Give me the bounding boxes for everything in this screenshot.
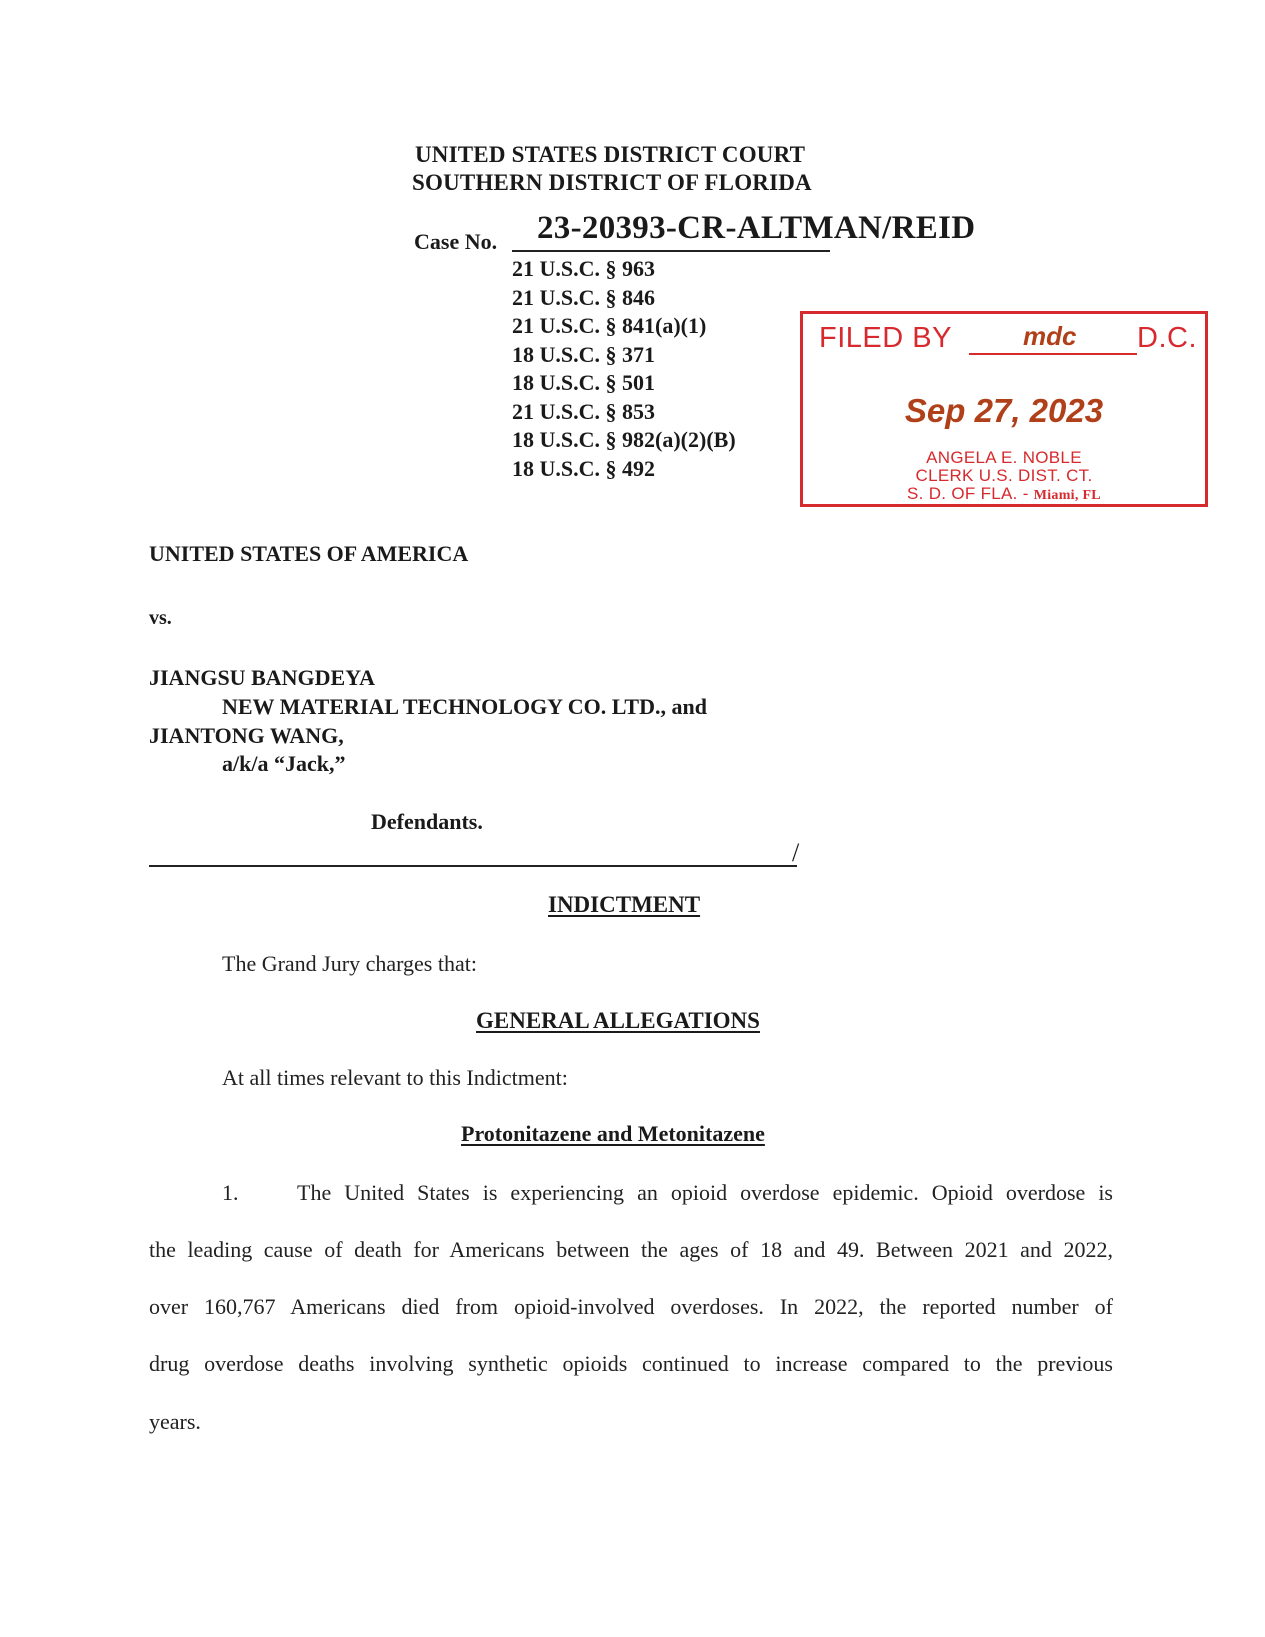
statute-item: 21 U.S.C. § 841(a)(1)	[512, 313, 707, 338]
stamp-district: S. D. OF FLA. -	[907, 484, 1029, 503]
grand-jury-text: The Grand Jury charges that:	[222, 951, 477, 976]
paragraph-line: the leading cause of death for Americans between the ages of 18 and 49. Between 2021 and 2022,	[149, 1237, 1113, 1262]
filed-stamp	[800, 311, 1208, 507]
general-allegations-heading: GENERAL ALLEGATIONS	[476, 1008, 760, 1033]
court-district: SOUTHERN DISTRICT OF FLORIDA	[412, 170, 812, 195]
caption-rule	[149, 865, 797, 867]
plaintiff: UNITED STATES OF AMERICA	[149, 541, 469, 566]
stamp-district-line	[803, 485, 1205, 504]
paragraph-line: drug overdose deaths involving synthetic opioids continued to increase compared to the previous	[149, 1351, 1113, 1376]
case-number-label: Case No.	[414, 229, 498, 254]
caption-slash: /	[792, 838, 800, 867]
statute-item: 18 U.S.C. § 371	[512, 341, 656, 367]
stamp-dc: D.C.	[1137, 322, 1197, 354]
statute-list	[512, 255, 736, 483]
versus: vs.	[149, 607, 172, 629]
statute-item: 18 U.S.C. § 982(a)(2)(B)	[512, 427, 736, 452]
statute-item: 21 U.S.C. § 846	[512, 284, 656, 310]
stamp-date: Sep 27, 2023	[904, 392, 1104, 429]
case-number-underline	[512, 250, 830, 252]
defendant-1-line-2: NEW MATERIAL TECHNOLOGY CO. LTD., and	[222, 694, 707, 719]
statute-item: 18 U.S.C. § 501	[512, 370, 656, 395]
stamp-initials: mdc	[1023, 321, 1077, 351]
defendant-2-alias: a/k/a “Jack,”	[222, 751, 346, 776]
statute-item: 18 U.S.C. § 492	[512, 455, 656, 481]
indictment-heading: INDICTMENT	[548, 892, 701, 917]
stamp-clerk-title: CLERK U.S. DIST. CT.	[915, 466, 1093, 485]
defendants-label: Defendants.	[371, 809, 483, 834]
paragraph-line: The United States is experiencing an opioid overdose epidemic. Opioid overdose is	[297, 1180, 1113, 1205]
statute-item: 21 U.S.C. § 963	[512, 256, 656, 281]
stamp-clerk-name: ANGELA E. NOBLE	[926, 448, 1082, 467]
relevant-times-text: At all times relevant to this Indictment:	[222, 1065, 568, 1090]
defendant-2-name: JIANTONG WANG,	[149, 723, 344, 748]
stamp-signature-line	[969, 353, 1137, 355]
statute-item: 21 U.S.C. § 853	[512, 398, 656, 424]
paragraph-line: over 160,767 Americans died from opioid-involved overdoses. In 2022, the reported number of	[149, 1294, 1113, 1319]
subsection-heading: Protonitazene and Metonitazene	[461, 1121, 765, 1146]
case-number: 23-20393-CR-ALTMAN/REID	[537, 210, 976, 246]
stamp-filed-by: FILED BY	[819, 322, 952, 354]
stamp-city: Miami, FL	[1033, 488, 1101, 503]
paragraph-number: 1.	[222, 1180, 239, 1205]
paragraph-line: years.	[149, 1409, 201, 1434]
court-name: UNITED STATES DISTRICT COURT	[415, 142, 806, 167]
defendant-1-line-1: JIANGSU BANGDEYA	[149, 665, 375, 690]
